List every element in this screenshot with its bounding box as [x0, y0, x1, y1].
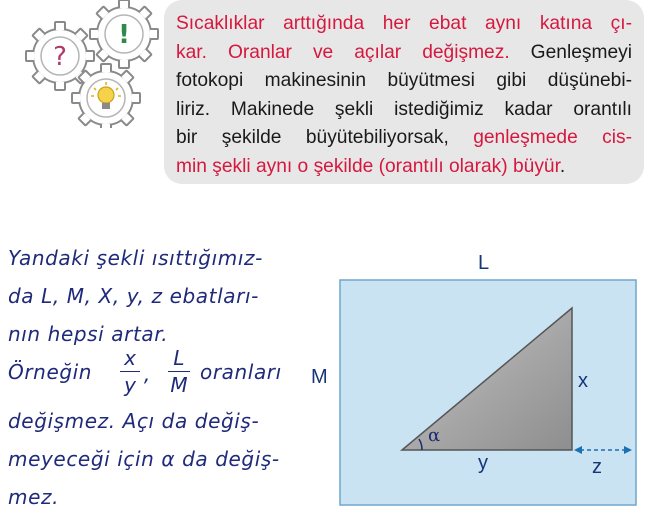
info-box	[164, 0, 644, 184]
label-x: x	[578, 370, 588, 392]
hand-line-3: nın hepsi artar.	[8, 322, 169, 346]
gears-illustration	[2, 0, 166, 128]
info-line-5-black: bir şekilde büyütebiliyorsak,	[176, 127, 474, 149]
info-line-3: fotokopi makinesinin büyütmesi gibi düşünebi-	[176, 70, 632, 92]
hand-line-4-prefix: Örneğin	[8, 360, 93, 384]
info-line-6-red: min şekli aynı o şekilde (orantılı olarak) büyür	[176, 155, 560, 177]
hand-line-5: değişmez. Açı da değiş-	[8, 409, 260, 433]
lightbulb-gear-icon	[72, 64, 140, 128]
hand-line-2: da L, M, X, y, z ebatları-	[8, 284, 259, 308]
fraction-L-over-M	[168, 346, 190, 397]
hand-line-7: mez.	[8, 485, 60, 509]
fraction-separator: ,	[143, 362, 151, 386]
fraction-x-numerator: x	[124, 346, 136, 370]
info-line-2-black: Genleşmeyi	[509, 41, 632, 63]
label-alpha: α	[428, 425, 441, 446]
hand-line-6: meyeceği için α da değiş-	[8, 447, 280, 471]
info-line-2	[176, 39, 632, 68]
info-line-5	[176, 124, 632, 153]
label-y: y	[478, 452, 488, 474]
label-z: z	[592, 456, 602, 478]
fraction-L-numerator: L	[173, 346, 185, 370]
exclamation-gear-icon	[90, 0, 158, 68]
info-line-1: Sıcaklıklar arttığında her ebat aynı katına çı-	[176, 13, 632, 34]
svg-text:!: !	[118, 20, 130, 50]
hand-line-1: Yandaki şekli ısıttığımız-	[8, 246, 263, 270]
label-L: L	[478, 252, 490, 274]
info-line-5-red: genleşmede cis-	[473, 127, 632, 149]
fraction-M-denominator: M	[170, 373, 188, 397]
info-line-6-black: .	[559, 155, 566, 177]
fraction-bar	[120, 371, 140, 372]
label-M: M	[311, 366, 328, 388]
hand-line-4-suffix: oranları	[200, 360, 282, 384]
svg-text:?: ?	[53, 42, 67, 72]
fraction-bar	[168, 371, 190, 372]
fraction-y-denominator: y	[124, 373, 136, 397]
fraction-x-over-y	[120, 346, 140, 397]
info-line-2-red: kar. Oranlar ve açılar değişmez.	[176, 41, 510, 63]
info-line-6	[176, 153, 632, 182]
info-line-4: liriz. Makinede şekli istediğimiz kadar orantılı	[176, 98, 632, 120]
